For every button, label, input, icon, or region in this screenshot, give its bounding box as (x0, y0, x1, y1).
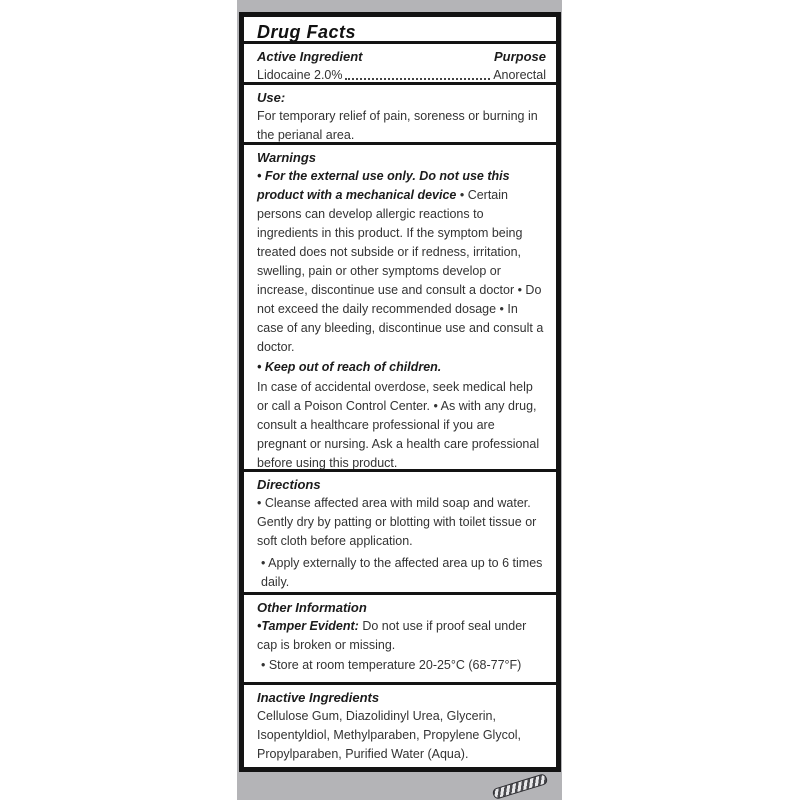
drug-facts-label (239, 12, 561, 772)
tamper-evident-rest: Do not use if proof seal under cap is broken or missing. (257, 619, 527, 652)
tamper-evident-line (257, 617, 546, 655)
active-ingredient-row (257, 66, 546, 84)
section-inactive-ingredients (244, 685, 556, 769)
purpose-heading: Purpose (493, 49, 546, 64)
ingredient-purpose: Anorectal (493, 68, 546, 82)
ingredient-name: Lidocaine 2.0% (257, 68, 343, 82)
section-active-ingredient (244, 44, 556, 85)
section-title (244, 17, 556, 44)
warnings-bold-lead: • For the external use only. Do not use this product with a mechanical device (257, 169, 510, 202)
tamper-evident-bold: •Tamper Evident: (257, 619, 359, 633)
warnings-overdose: In case of accidental overdose, seek medical help or call a Poison Control Center. • As with any drug, consult a healthcare professional if you are pregnant or nursing. Ask a health care professional before using this product. (257, 380, 540, 470)
section-directions (244, 472, 556, 595)
directions-item-2: • Apply externally to the affected area up to 6 times daily. (261, 556, 543, 589)
inactive-ingredients-body: Cellulose Gum, Diazolidinyl Urea, Glycerin, Isopentyldiol, Methylparaben, Propylene Glycol, Propylparaben, Purified Water (Aqua). (257, 709, 522, 761)
section-use (244, 85, 556, 145)
warnings-keep-out: • Keep out of reach of children. (257, 360, 442, 374)
warnings-heading: Warnings (257, 150, 316, 165)
active-ingredient-header-row (257, 47, 546, 66)
warnings-lead-rest: • Certain persons can develop allergic reactions to ingredients in this product. If the symptom being treated does not subside or if redness, irritation, swelling, pain or other symptoms develop or increase, discontinue use and consult a doctor • Do not exceed the daily recommended dosage • In case of any bleeding, discontinue use and consult a doctor. (257, 188, 544, 354)
dot-leader (345, 78, 490, 80)
storage-line: • Store at room temperature 20-25°C (68-77°F) (261, 658, 522, 672)
section-warnings (244, 145, 556, 472)
active-ingredient-heading: Active Ingredient (257, 49, 363, 64)
inactive-ingredients-heading: Inactive Ingredients (257, 690, 380, 705)
section-other-information (244, 595, 556, 685)
warnings-lead-paragraph (257, 167, 546, 357)
directions-item-1: • Cleanse affected area with mild soap and water. Gently dry by patting or blotting with toilet tissue or soft cloth before application. (257, 496, 537, 548)
use-heading: Use: (257, 90, 286, 105)
use-body: For temporary relief of pain, soreness or burning in the perianal area. (257, 109, 538, 142)
directions-heading: Directions (257, 477, 321, 492)
drug-facts-title: Drug Facts (257, 22, 357, 42)
other-information-heading: Other Information (257, 600, 367, 615)
